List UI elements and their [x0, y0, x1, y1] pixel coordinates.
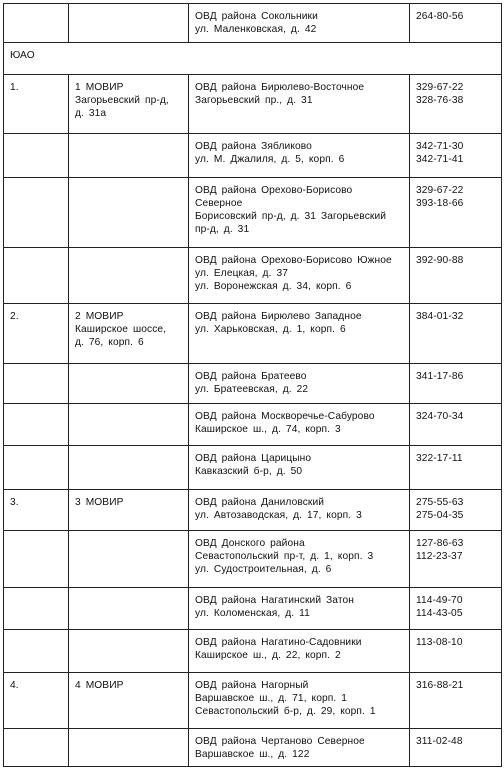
region-cell: ЮАО [4, 43, 502, 75]
table-row [4, 531, 502, 588]
department-line: пр-д, д. 31 [195, 224, 250, 235]
department-cell [189, 588, 410, 630]
phone-cell [410, 75, 502, 134]
table-row [4, 4, 502, 43]
department-line: ОВД района Царицыно [195, 453, 312, 464]
department-cell [189, 673, 410, 729]
phone-cell [410, 404, 502, 446]
institution-cell [69, 4, 189, 43]
department-line: ОВД района Бирюлево Западное [195, 311, 362, 322]
row-number-cell: 1. [4, 75, 69, 134]
phone-number: 341-17-86 [416, 371, 464, 382]
phone-cell [410, 588, 502, 630]
table-row [4, 248, 502, 304]
phone-cell [410, 673, 502, 729]
row-number-cell [4, 588, 69, 630]
department-line: ОВД района Чертаново Северное [195, 736, 365, 747]
table-row [4, 729, 502, 767]
phone-number: 342-71-30 [416, 141, 464, 152]
department-line: Северное [195, 198, 243, 209]
institution-line: 3 МОВИР [75, 497, 124, 508]
phone-number: 113-08-10 [416, 637, 463, 648]
phone-number: 393-18-66 [416, 198, 464, 209]
table-row [4, 178, 502, 248]
institution-line: д. 76, корп. 6 [75, 337, 144, 348]
institution-cell [69, 178, 189, 248]
department-line: Каширское ш., д. 74, корп. 3 [195, 424, 341, 435]
row-number-cell [4, 531, 69, 588]
row-number-cell [4, 729, 69, 767]
department-line: ул. Харьковская, д. 1, корп. 6 [195, 324, 346, 335]
department-line: ОВД района Нагатино-Садовники [195, 637, 362, 648]
department-line: ОВД района Бирюлево-Восточное [195, 82, 365, 93]
department-line: ул. Воронежская д. 34, корп. 6 [195, 281, 352, 292]
row-number-cell [4, 404, 69, 446]
phone-number: 329-67-22 [416, 82, 464, 93]
phone-cell [410, 304, 502, 364]
institution-cell [69, 404, 189, 446]
row-number-cell [4, 134, 69, 178]
department-line: ОВД района Сокольники [195, 11, 318, 22]
phone-number: 392-90-88 [416, 255, 464, 266]
department-line: Каширское ш., д. 22, корп. 2 [195, 650, 341, 661]
department-cell [189, 178, 410, 248]
phone-number: 114-49-70 [416, 595, 463, 606]
phone-number: 114-43-05 [416, 608, 463, 619]
institution-cell [69, 588, 189, 630]
department-line: Варшавское ш., д. 122 [195, 749, 310, 760]
institution-cell [69, 490, 189, 531]
department-line: ОВД района Орехово-Борисово [195, 185, 353, 196]
department-line: ОВД района Даниловский [195, 497, 325, 508]
phone-number: 275-04-35 [416, 510, 464, 521]
table-row [4, 75, 502, 134]
institution-cell [69, 134, 189, 178]
row-number-cell: 2. [4, 304, 69, 364]
row-number-cell [4, 446, 69, 490]
phone-number: 322-17-11 [416, 453, 463, 464]
department-line: ОВД района Зябликово [195, 141, 312, 152]
department-line: ОВД района Орехово-Борисово Южное [195, 255, 392, 266]
department-cell [189, 134, 410, 178]
row-number-cell: 4. [4, 673, 69, 729]
institution-cell [69, 304, 189, 364]
department-line: Севастопольский пр-т, д. 1, корп. 3 [195, 551, 374, 562]
phone-cell [410, 490, 502, 531]
institution-cell [69, 446, 189, 490]
institution-cell [69, 673, 189, 729]
department-cell [189, 446, 410, 490]
department-line: ОВД района Москворечье-Сабурово [195, 411, 375, 422]
department-line: ОВД района Братеево [195, 371, 307, 382]
institution-cell [69, 531, 189, 588]
phone-number: 112-23-37 [416, 551, 463, 562]
phone-cell [410, 729, 502, 767]
phone-cell [410, 248, 502, 304]
department-cell [189, 248, 410, 304]
phone-number: 384-01-32 [416, 311, 464, 322]
department-line: ОВД района Нагорный [195, 680, 309, 691]
row-number-cell [4, 4, 69, 43]
phone-cell [410, 364, 502, 404]
department-line: ул. Маленковская, д. 42 [195, 24, 317, 35]
department-cell [189, 729, 410, 767]
row-number-cell: 3. [4, 490, 69, 531]
phone-cell [410, 446, 502, 490]
table-row [4, 673, 502, 729]
region-row [4, 43, 502, 75]
institution-line: д. 31а [75, 108, 107, 119]
table-row [4, 490, 502, 531]
department-line: Загорьевский пр., д. 31 [195, 95, 313, 106]
phone-number: 316-88-21 [416, 680, 464, 691]
phone-number: 311-02-48 [416, 736, 463, 747]
phone-number: 342-71-41 [416, 154, 464, 165]
table-body [4, 4, 502, 767]
table-row [4, 304, 502, 364]
department-line: ул. М. Джалиля, д. 5, корп. 6 [195, 154, 345, 165]
department-line: ул. Братеевская, д. 22 [195, 384, 309, 395]
table-row [4, 364, 502, 404]
phone-number: 264-80-56 [416, 11, 464, 22]
department-line: Кавказский б-р, д. 50 [195, 466, 303, 477]
department-line: Севастопольский б-р, д. 29, корп. 1 [195, 706, 376, 717]
institution-cell [69, 75, 189, 134]
department-line: ул. Елецкая, д. 37 [195, 268, 288, 279]
department-line: ул. Автозаводская, д. 17, корп. 3 [195, 510, 362, 521]
institution-cell [69, 364, 189, 404]
department-cell [189, 490, 410, 531]
phone-number: 127-86-63 [416, 538, 464, 549]
institution-line: 1 МОВИР [75, 82, 124, 93]
table-row [4, 446, 502, 490]
department-cell [189, 630, 410, 673]
institution-cell [69, 248, 189, 304]
institution-line: Каширское шоссе, [75, 324, 167, 335]
phone-cell [410, 178, 502, 248]
phone-number: 324-70-34 [416, 411, 464, 422]
institution-cell [69, 630, 189, 673]
institution-line: 2 МОВИР [75, 311, 124, 322]
institution-line: Загорьевский пр-д, [75, 95, 169, 106]
table-row [4, 630, 502, 673]
department-line: ОВД района Нагатинский Затон [195, 595, 354, 606]
department-cell [189, 304, 410, 364]
row-number-cell [4, 178, 69, 248]
phone-cell [410, 531, 502, 588]
department-cell [189, 75, 410, 134]
phone-cell [410, 4, 502, 43]
row-number-cell [4, 630, 69, 673]
row-number-cell [4, 248, 69, 304]
institution-cell [69, 729, 189, 767]
phone-number: 329-67-22 [416, 185, 464, 196]
institution-line: 4 МОВИР [75, 680, 124, 691]
department-cell [189, 404, 410, 446]
phone-number: 328-76-38 [416, 95, 464, 106]
department-cell [189, 4, 410, 43]
table-row [4, 134, 502, 178]
row-number-cell [4, 364, 69, 404]
department-line: ОВД Донского района [195, 538, 305, 549]
department-cell [189, 531, 410, 588]
phone-cell [410, 630, 502, 673]
phone-number: 275-55-63 [416, 497, 464, 508]
phone-cell [410, 134, 502, 178]
department-line: Борисовский пр-д, д. 31 Загорьевский [195, 211, 387, 222]
police-departments-table [3, 3, 502, 767]
department-line: ул. Судостроительная, д. 6 [195, 564, 332, 575]
table-row [4, 404, 502, 446]
table-row [4, 588, 502, 630]
department-line: Варшавское ш., д. 71, корп. 1 [195, 693, 347, 704]
department-line: ул. Коломенская, д. 11 [195, 608, 310, 619]
department-cell [189, 364, 410, 404]
